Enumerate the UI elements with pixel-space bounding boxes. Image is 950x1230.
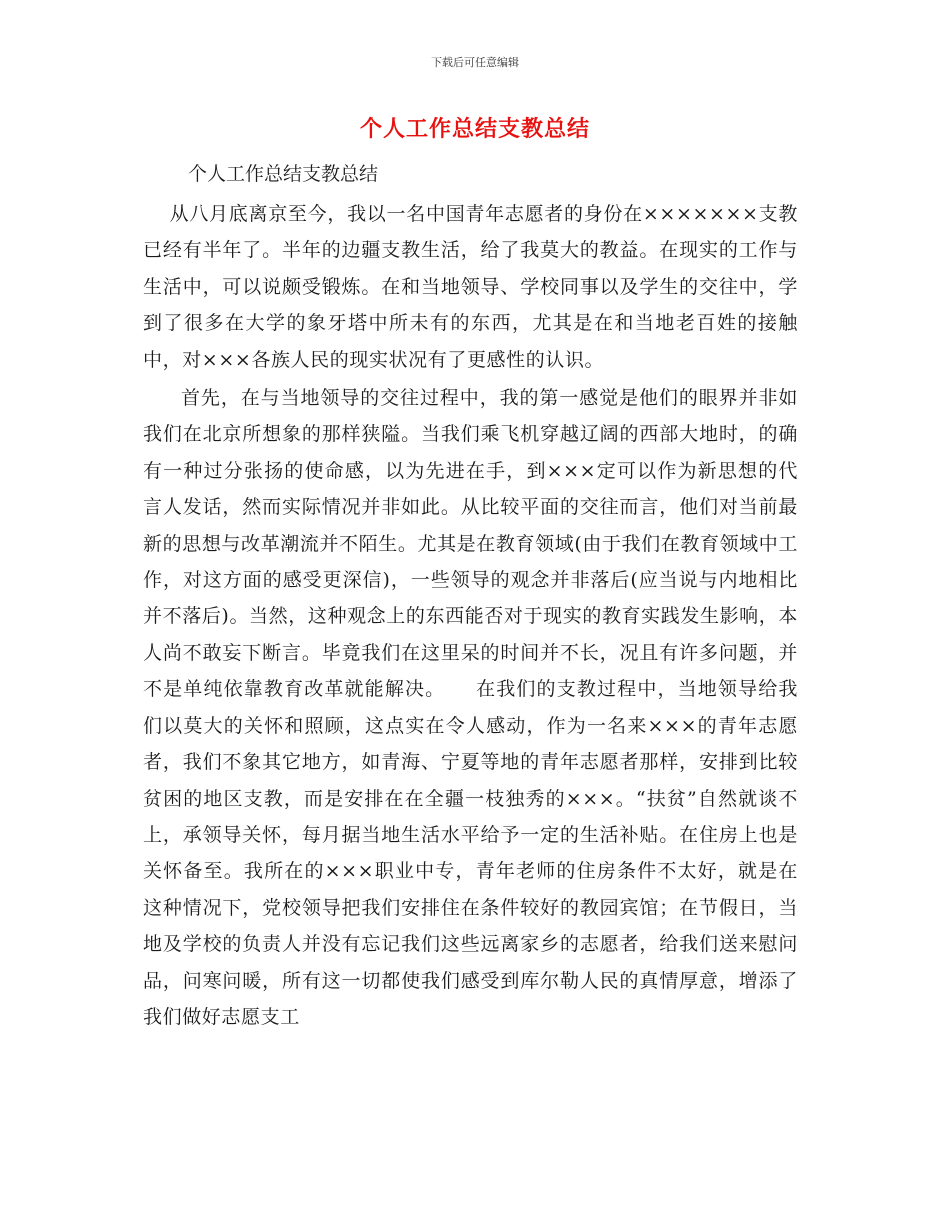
paragraph-2: 首先，在与当地领导的交往过程中，我的第一感觉是他们的眼界并非如我们在北京所想象的那样狭隘。当我们乘飞机穿越辽阔的西部大地时，的确有一种过分张扬的使命感，以为先进在手，到×××定可以作为新思想的代言人发话，然而实际情况并非如此。从比较平面的交往而言，他们对当前最新的思想与改革潮流并不陌生。尤其是在教育领域(由于我们在教育领域中工作，对这方面的感受更深信)，一些领导的观念并非落后(应当说与内地相比并不落后)。当然，这种观念上的东西能否对于现实的教育实践发生影响，本人尚不敢妄下断言。毕竟我们在这里呆的时间并不长，况且有许多问题，并不是单纯依靠教育改革就能解决。 在我们的支教过程中，当地领导给我们以莫大的关怀和照顾，这点实在令人感动，作为一名来×××的青年志愿者，我们不象其它地方，如青海、宁夏等地的青年志愿者那样，安排到比较贫困的地区支教，而是安排在在全疆一枝独秀的×××。“扶贫”自然就谈不上，承领导关怀，每月据当地生活水平给予一定的生活补贴。在住房上也是关怀备至。我所在的×××职业中专，青年老师的住房条件不太好，就是在这种情况下，党校领导把我们安排住在条件较好的教园宾馆；在节假日，当地及学校的负责人并没有忘记我们这些远离家乡的志愿者，给我们送来慰问品，问寒问暖，所有这一切都使我们感受到库尔勒人民的真情厚意，增添了我们做好志愿支工 [143,387,798,1028]
document-subtitle: 个人工作总结支教总结 [188,163,379,185]
page-header: 下载后可任意编辑 [431,56,519,69]
paragraph-1: 从八月底离京至今，我以一名中国青年志愿者的身份在×××××××支教已经有半年了。半年的边疆支教生活，给了我莫大的教益。在现实的工作与生活中，可以说颇受锻炼。在和当地领导、学校同事以及学生的交往中，学到了很多在大学的象牙塔中所未有的东西，尤其是在和当地老百姓的接触中，对×××各族人民的现实状况有了更感性的认识。 [143,203,798,371]
document-title: 个人工作总结支教总结 [359,117,590,142]
document-body [143,196,798,1035]
